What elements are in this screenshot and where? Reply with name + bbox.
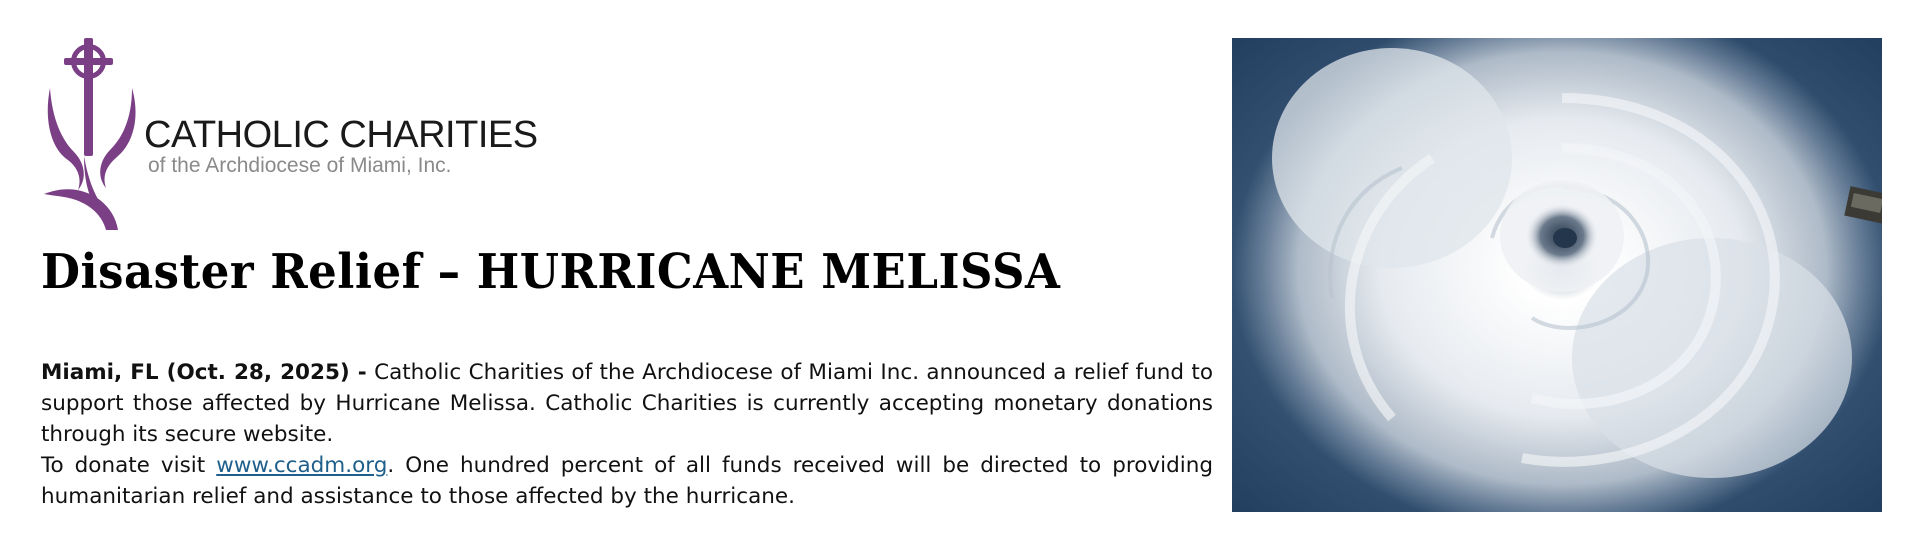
- article-paragraph-2: [41, 450, 1213, 512]
- donate-link[interactable]: www.ccadm.org: [216, 453, 388, 478]
- catholic-charities-logo: [44, 38, 538, 230]
- hurricane-icon: [1232, 38, 1882, 512]
- donate-prefix: To donate visit: [41, 453, 206, 478]
- article-text-1: Catholic Charities of the Archdiocese of Miami Inc. announced a relief fund to support those affected by Hurricane Melissa. Catholic Charities is currently accepting monetary donations through its secure website.: [41, 360, 1213, 447]
- donate-suffix: . One hundred percent of all funds received will be directed to providing humanitarian relief and assistance to those affected by the hurricane.: [41, 453, 1213, 509]
- hurricane-satellite-image: [1232, 38, 1882, 512]
- article-body: [41, 357, 1213, 512]
- logo-name: CATHOLIC CHARITIES: [144, 114, 538, 156]
- cross-emblem-icon: [44, 38, 154, 230]
- dateline: Miami, FL (Oct. 28, 2025) -: [41, 360, 367, 385]
- page-title: Disaster Relief – HURRICANE MELISSA: [41, 244, 1061, 300]
- logo-subtitle: of the Archdiocese of Miami, Inc.: [148, 154, 452, 177]
- article-paragraph-1: [41, 357, 1213, 450]
